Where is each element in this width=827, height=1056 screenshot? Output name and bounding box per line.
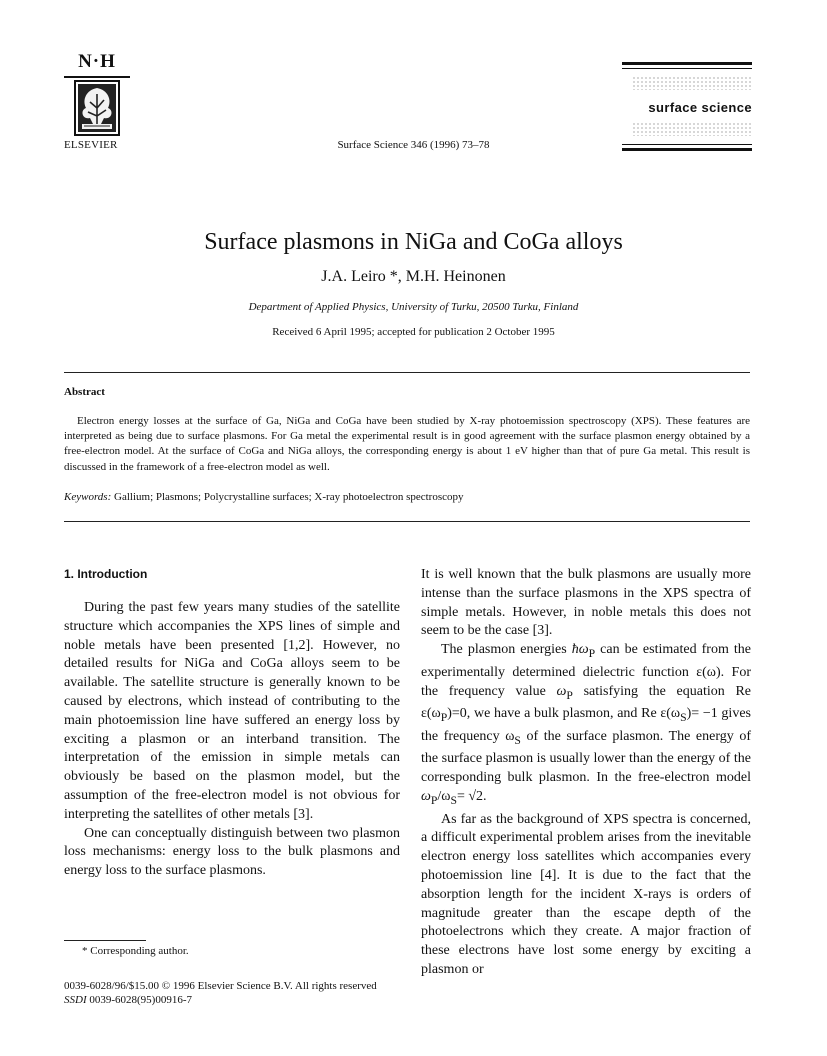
- masthead-texture: [632, 122, 752, 136]
- abstract-rule-bottom: [64, 521, 750, 522]
- math-subscript: P: [566, 688, 573, 702]
- math-epsilon: ε(ω): [696, 664, 721, 680]
- text-run: )= −1 gives the frequency ω: [421, 706, 751, 744]
- text-run: = √2.: [456, 788, 487, 804]
- text-run: can be estimated from the experimentally determined dielectric function: [421, 642, 751, 680]
- math-subscript: P: [440, 710, 448, 724]
- text-run: The plasmon energies: [441, 642, 572, 658]
- body-column-right: [421, 566, 751, 980]
- section-heading: 1. Introduction: [64, 567, 148, 581]
- abstract-rule-top: [64, 372, 750, 373]
- received-dates: Received 6 April 1995; accepted for publication 2 October 1995: [272, 326, 555, 338]
- keywords: [64, 491, 750, 503]
- keywords-label: Keywords:: [64, 491, 112, 503]
- body-paragraph: During the past few years many studies of the satellite structure which accompanies the XPS lines of simple and noble metals have been presented [1,2]. However, no detailed results for NiGa and CoGa alloys seem to be available. The satellite structure is generally known to be caused by electrons, which instead of contributing to the main photoemission line have suffered an energy loss by exciting a plasmon or an interband transition. The interpretation of the emission in simple metals can obviously be based on the plasmon model, but the assumption of the free-electron model is not obvious for interpreting the satellites of other metals [3].: [64, 600, 400, 822]
- text-run: )=0, we have a bulk plasmon, and Re ε(ω: [447, 706, 681, 722]
- masthead-rule-top: [622, 62, 752, 65]
- article-title: Surface plasmons in NiGa and CoGa alloys: [204, 229, 623, 255]
- body-paragraph: [421, 641, 751, 810]
- text-run: /ω: [437, 788, 451, 804]
- logo-monogram: N·H: [64, 52, 130, 78]
- math-subscript: S: [514, 733, 521, 747]
- math-subscript: P: [430, 793, 438, 807]
- math-ratio: [421, 788, 487, 807]
- keywords-list: Gallium; Plasmons; Polycrystalline surfaces; X-ray photoelectron spectroscopy: [114, 491, 464, 503]
- journal-name: surface science: [648, 100, 752, 115]
- body-paragraph: One can conceptually distinguish between two plasmon loss mechanisms: energy loss to the bulk plasmons and energy loss to the surface plasmons.: [64, 825, 400, 879]
- math-omega: ω: [421, 788, 431, 804]
- tree-emblem-icon: [74, 80, 120, 136]
- ssdi-code: 0039-6028(95)00916-7: [89, 994, 193, 1006]
- masthead-rule-bottom: [622, 148, 752, 151]
- ssdi-label: SSDI: [64, 994, 87, 1006]
- math-subscript: P: [588, 646, 596, 660]
- article-authors: J.A. Leiro *, M.H. Heinonen: [321, 268, 506, 285]
- text-run: satisfying the equation Re ε(ω: [421, 683, 751, 722]
- math-subscript: S: [450, 793, 457, 807]
- masthead-texture: [632, 76, 752, 90]
- masthead-rule-bottom-thin: [622, 144, 752, 145]
- elsevier-logo: [64, 52, 130, 136]
- body-paragraph: As far as the background of XPS spectra is concerned, a difficult experimental problem arises from the inevitable electron energy loss satellites which accompanies every photoemission line [4]. It is due to the fact that the absorption length for the incident X-rays is orders of magnitude greater than the escape depth of the photoelectrons which they create. A major fraction of these electrons have lost some energy by exciting a plasmon or: [421, 811, 751, 977]
- abstract-text: Electron energy losses at the surface of Ga, NiGa and CoGa have been studied by X-ray photoemission spectroscopy (XPS). These features are interpreted as being due to surface plasmons. For Ga metal the experimental result is in good agreement with the surface plasmon energy obtained by a free-electron model. At the surface of CoGa and NiGa alloys, the corresponding energy is about 1 eV higher than that of pure Ga metal. This result is discussed in the framework of a free-electron model as well.: [64, 415, 750, 473]
- math-hbar-omega: ħω: [571, 642, 589, 658]
- journal-citation: Surface Science 346 (1996) 73–78: [337, 139, 490, 151]
- abstract-heading: Abstract: [64, 386, 105, 398]
- publisher-name: ELSEVIER: [64, 139, 118, 151]
- ssdi-line: [64, 994, 192, 1006]
- footnote-rule: [64, 940, 146, 941]
- journal-masthead: [622, 62, 752, 157]
- masthead-rule-top-thin: [622, 68, 752, 69]
- text-run: of the surface plasmon. The energy of the surface plasmon is usually lower than the energy of the corresponding bulk plasmon. In the free-electron model: [421, 728, 751, 786]
- text-run: . For the frequency value: [421, 664, 751, 699]
- footnote-corresponding-author: * Corresponding author.: [82, 945, 189, 957]
- math-omega: ω: [556, 683, 567, 699]
- author-affiliation: Department of Applied Physics, University of Turku, 20500 Turku, Finland: [248, 301, 579, 313]
- copyright-line: 0039-6028/96/$15.00 © 1996 Elsevier Science B.V. All rights reserved: [64, 980, 377, 992]
- body-column-left: [64, 566, 400, 881]
- body-paragraph: It is well known that the bulk plasmons are usually more intense than the surface plasmons in the XPS spectra of simple metals. However, in noble metals this does not seem to be the case [3].: [421, 567, 751, 639]
- math-subscript: S: [680, 710, 687, 724]
